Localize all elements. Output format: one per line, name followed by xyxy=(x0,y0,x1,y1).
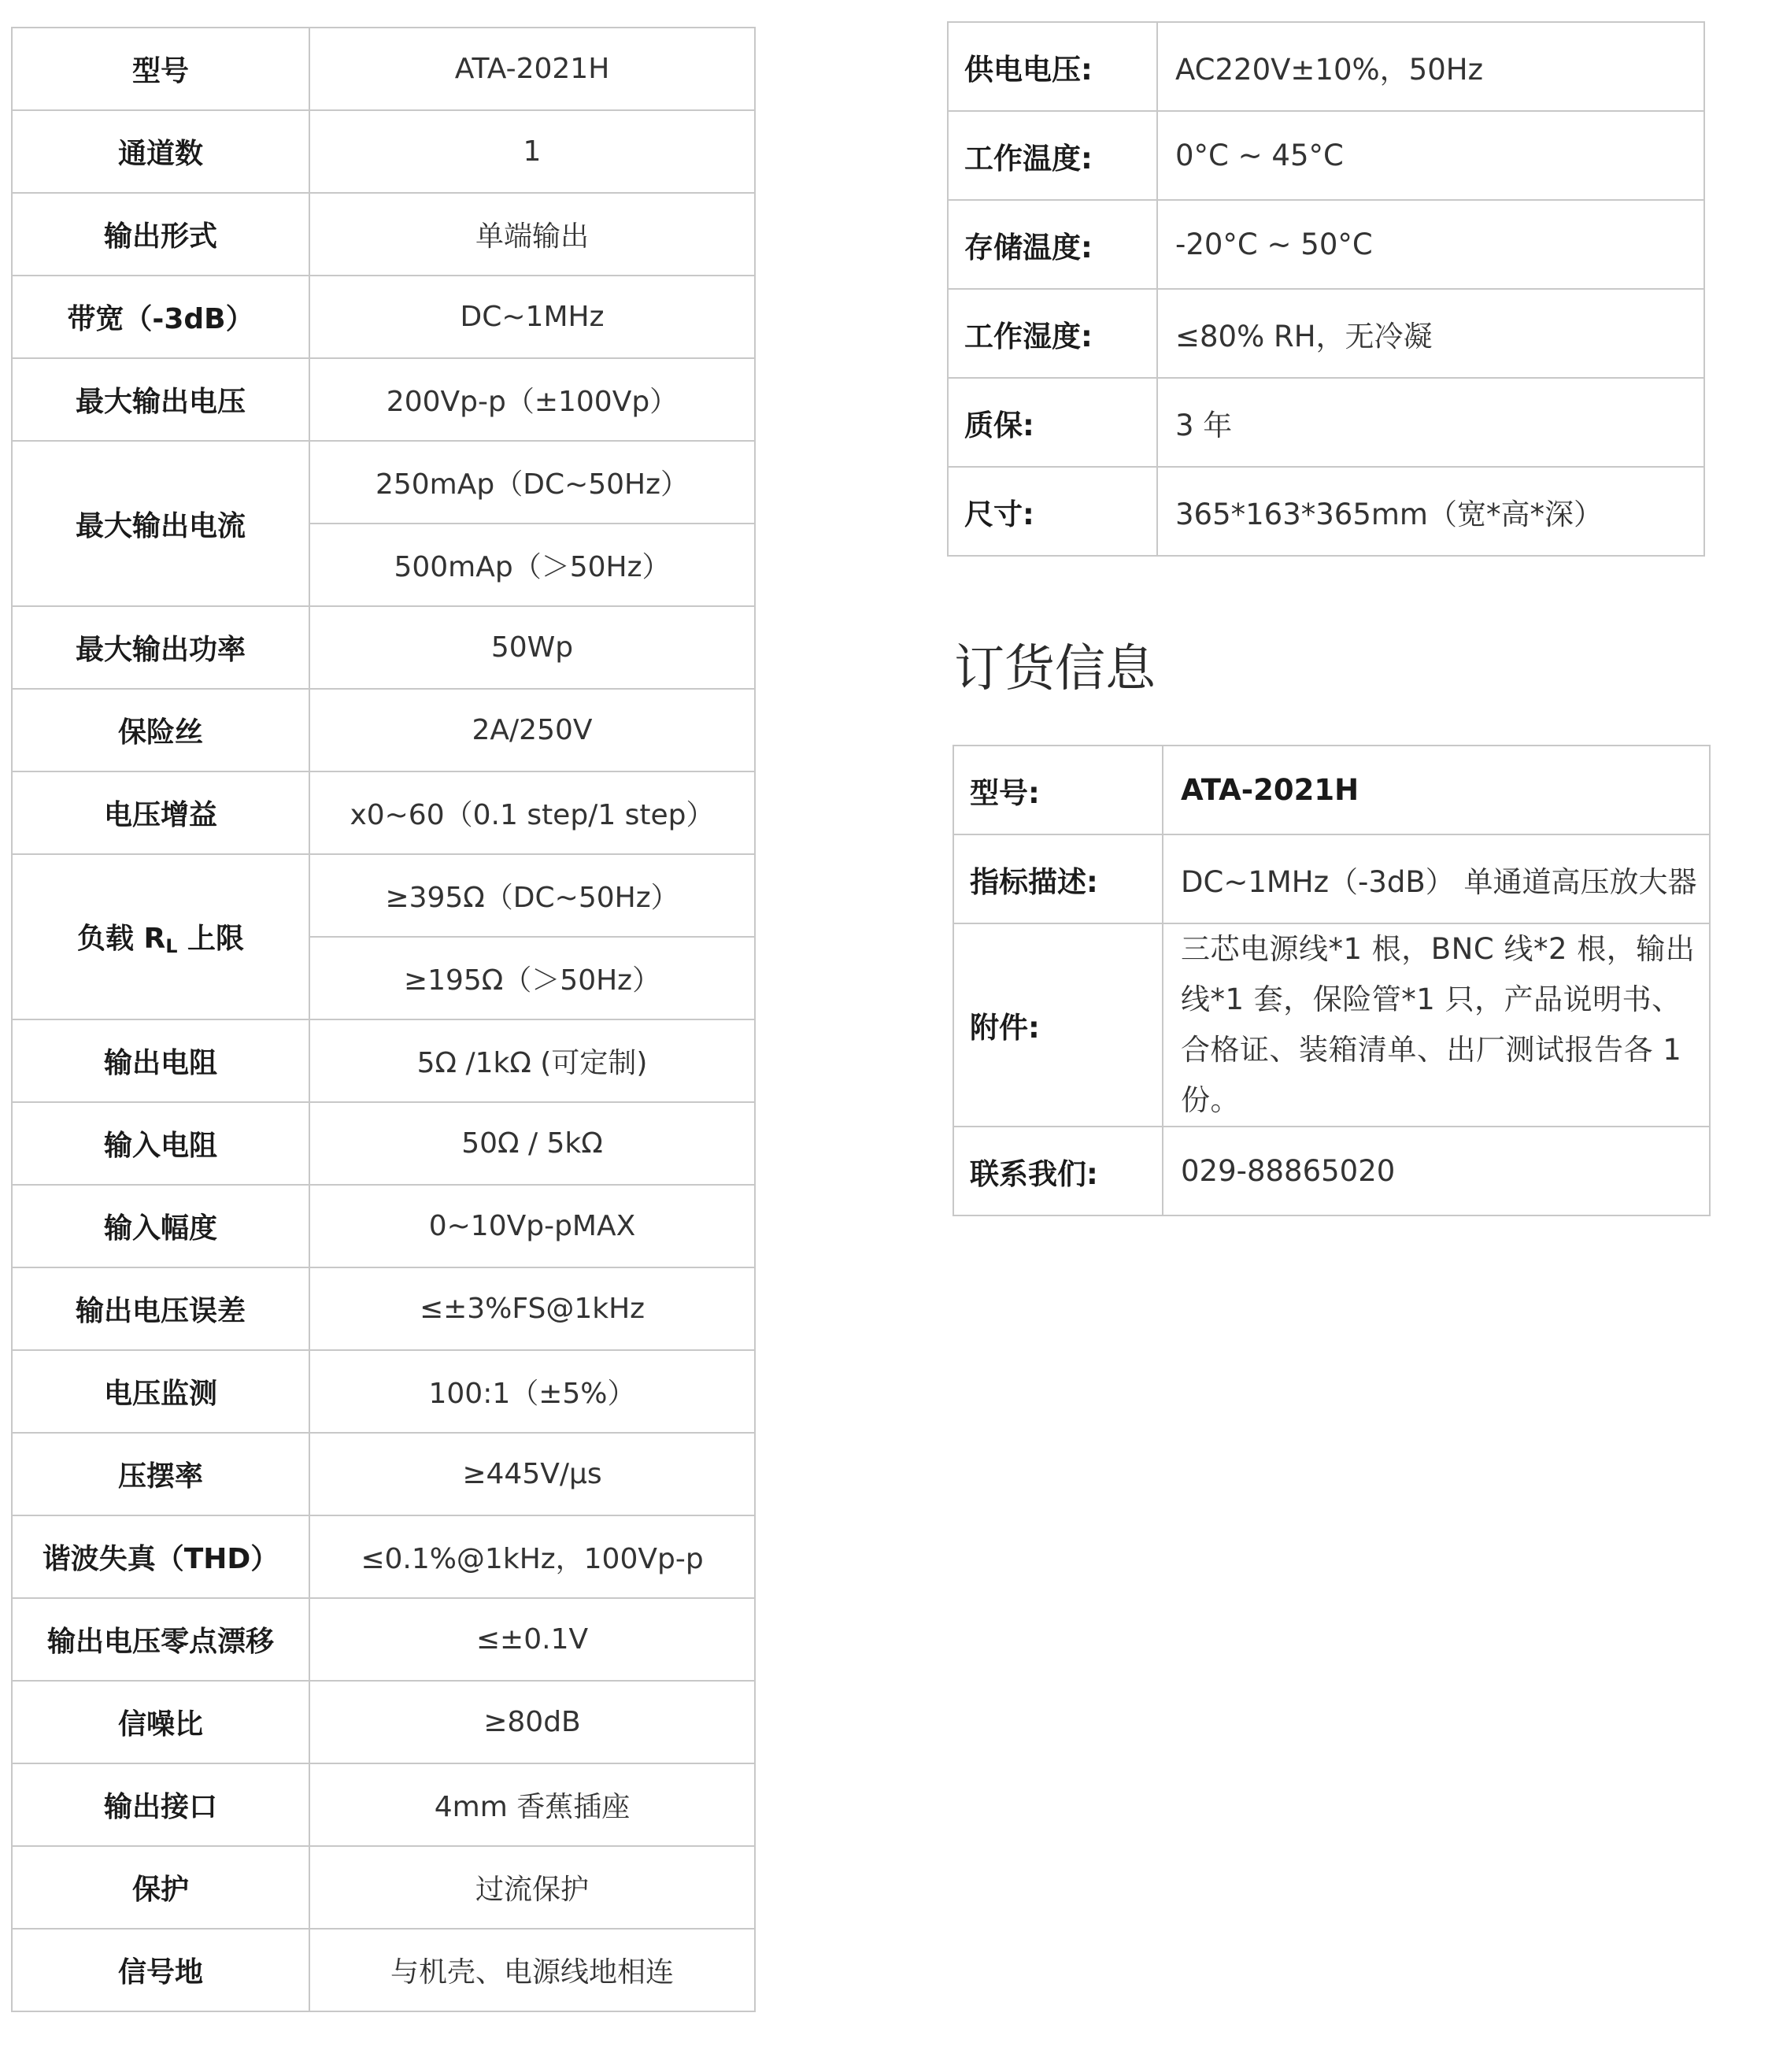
spec-label xyxy=(12,854,309,1019)
table-row xyxy=(12,28,755,110)
table-row xyxy=(953,746,1710,834)
env-label: 质保: xyxy=(948,378,1157,467)
spec-value: 1 xyxy=(309,110,755,193)
table-row xyxy=(12,606,755,689)
spec-value: ≥445V/μs xyxy=(309,1433,755,1515)
spec-label: 电压监测 xyxy=(12,1350,309,1433)
order-info-table xyxy=(953,745,1711,1216)
env-value: -20°C ~ 50°C xyxy=(1157,200,1704,289)
spec-label: 输出电阻 xyxy=(12,1019,309,1102)
table-row xyxy=(948,289,1704,378)
spec-label: 输出电压零点漂移 xyxy=(12,1598,309,1681)
spec-label: 保护 xyxy=(12,1846,309,1929)
table-row xyxy=(12,358,755,441)
spec-value: 500mAp（＞50Hz） xyxy=(309,524,755,606)
table-row xyxy=(12,441,755,524)
environment-table xyxy=(947,21,1705,557)
table-row xyxy=(12,110,755,193)
spec-label: 输出电压误差 xyxy=(12,1267,309,1350)
spec-label: 输入电阻 xyxy=(12,1102,309,1185)
spec-value: ATA-2021H xyxy=(309,28,755,110)
table-row xyxy=(12,1185,755,1267)
spec-value: ≥395Ω（DC~50Hz） xyxy=(309,854,755,937)
order-label: 附件: xyxy=(953,923,1163,1127)
table-row xyxy=(12,854,755,937)
env-label: 工作温度: xyxy=(948,111,1157,200)
env-value: AC220V±10%，50Hz xyxy=(1157,22,1704,111)
spec-label: 通道数 xyxy=(12,110,309,193)
table-row xyxy=(12,1598,755,1681)
spec-label: 电压增益 xyxy=(12,771,309,854)
env-label: 存储温度: xyxy=(948,200,1157,289)
table-row xyxy=(12,1929,755,2011)
env-value: 3 年 xyxy=(1157,378,1704,467)
spec-label: 最大输出电流 xyxy=(12,441,309,606)
table-row xyxy=(12,1846,755,1929)
spec-value: 250mAp（DC~50Hz） xyxy=(309,441,755,524)
spec-label: 最大输出功率 xyxy=(12,606,309,689)
spec-value: 与机壳、电源线地相连 xyxy=(309,1929,755,2011)
order-value: 三芯电源线*1 根，BNC 线*2 根，输出线*1 套，保险管*1 只，产品说明书、合格证、装箱清单、出厂测试报告各 1 份。 xyxy=(1163,923,1710,1127)
load-label-subscript: L xyxy=(165,935,178,957)
spec-value: 单端输出 xyxy=(309,193,755,276)
spec-value: DC~1MHz xyxy=(309,276,755,358)
table-row xyxy=(948,200,1704,289)
spec-value: 2A/250V xyxy=(309,689,755,771)
spec-label: 输入幅度 xyxy=(12,1185,309,1267)
spec-label: 信噪比 xyxy=(12,1681,309,1763)
env-value: 365*163*365mm（宽*高*深） xyxy=(1157,467,1704,556)
table-row xyxy=(948,467,1704,556)
order-value: DC~1MHz（-3dB） 单通道高压放大器 xyxy=(1163,834,1710,923)
spec-label: 保险丝 xyxy=(12,689,309,771)
table-row xyxy=(12,689,755,771)
table-row xyxy=(12,1763,755,1846)
spec-value: 5Ω /1kΩ (可定制) xyxy=(309,1019,755,1102)
order-label: 型号: xyxy=(953,746,1163,834)
load-label-prefix: 负载 R xyxy=(76,923,166,955)
table-row xyxy=(12,1019,755,1102)
table-row xyxy=(948,111,1704,200)
env-label: 供电电压: xyxy=(948,22,1157,111)
spec-label: 最大输出电压 xyxy=(12,358,309,441)
spec-value: 4mm 香蕉插座 xyxy=(309,1763,755,1846)
table-row xyxy=(12,1433,755,1515)
table-row xyxy=(12,771,755,854)
spec-value: ≤±3%FS@1kHz xyxy=(309,1267,755,1350)
spec-value: 200Vp-p（±100Vp） xyxy=(309,358,755,441)
table-row xyxy=(953,834,1710,923)
spec-label: 型号 xyxy=(12,28,309,110)
spec-value: 0~10Vp-pMAX xyxy=(309,1185,755,1267)
spec-value: ≥195Ω（＞50Hz） xyxy=(309,937,755,1019)
env-value: 0°C ~ 45°C xyxy=(1157,111,1704,200)
spec-value: x0~60（0.1 step/1 step） xyxy=(309,771,755,854)
table-row xyxy=(948,22,1704,111)
spec-label: 输出形式 xyxy=(12,193,309,276)
order-label: 联系我们: xyxy=(953,1127,1163,1215)
table-row xyxy=(12,1102,755,1185)
spec-value: 50Wp xyxy=(309,606,755,689)
table-row xyxy=(12,193,755,276)
spec-value: 过流保护 xyxy=(309,1846,755,1929)
spec-value: 100:1（±5%） xyxy=(309,1350,755,1433)
spec-label: 压摆率 xyxy=(12,1433,309,1515)
load-label-suffix: 上限 xyxy=(177,923,245,955)
spec-label: 带宽（-3dB） xyxy=(12,276,309,358)
table-row xyxy=(953,923,1710,1127)
order-value: 029-88865020 xyxy=(1163,1127,1710,1215)
spec-label: 谐波失真（THD） xyxy=(12,1515,309,1598)
table-row xyxy=(12,276,755,358)
order-section-heading: 订货信息 xyxy=(954,640,1156,698)
order-label: 指标描述: xyxy=(953,834,1163,923)
spec-value: 50Ω / 5kΩ xyxy=(309,1102,755,1185)
table-row xyxy=(12,1515,755,1598)
table-row xyxy=(948,378,1704,467)
spec-value: ≥80dB xyxy=(309,1681,755,1763)
spec-value: ≤0.1%@1kHz，100Vp-p xyxy=(309,1515,755,1598)
spec-label: 输出接口 xyxy=(12,1763,309,1846)
spec-label: 信号地 xyxy=(12,1929,309,2011)
env-label: 尺寸: xyxy=(948,467,1157,556)
env-value: ≤80% RH，无冷凝 xyxy=(1157,289,1704,378)
table-row xyxy=(12,1350,755,1433)
table-row xyxy=(953,1127,1710,1215)
spec-table xyxy=(11,27,756,2012)
spec-value: ≤±0.1V xyxy=(309,1598,755,1681)
env-label: 工作湿度: xyxy=(948,289,1157,378)
table-row xyxy=(12,1681,755,1763)
table-row xyxy=(12,1267,755,1350)
order-value: ATA-2021H xyxy=(1163,746,1710,834)
